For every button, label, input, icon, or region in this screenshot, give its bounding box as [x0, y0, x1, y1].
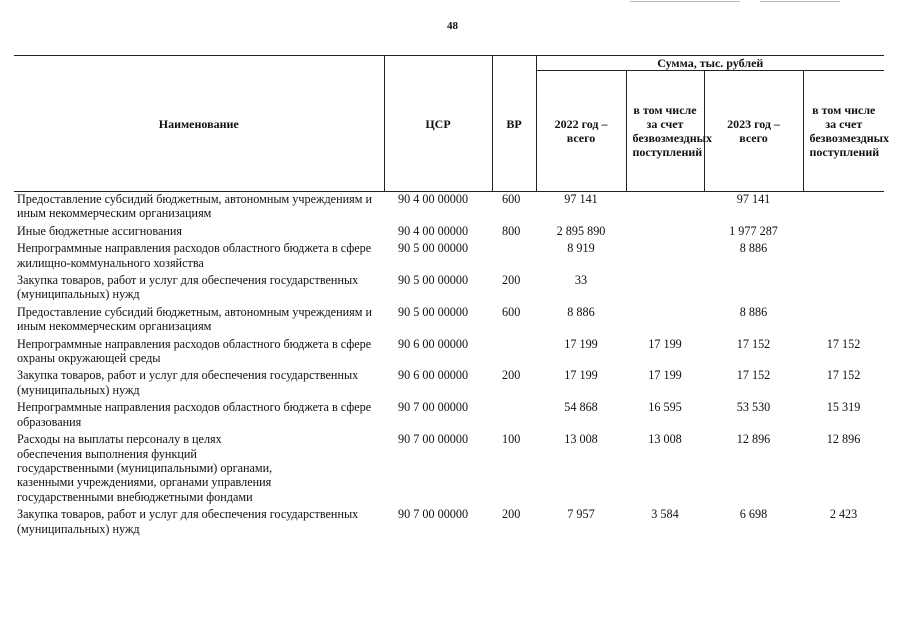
page-number: 48: [447, 20, 458, 32]
table-header: [14, 56, 889, 192]
row-2022-free: 3 584: [651, 507, 679, 522]
row-vr: [492, 400, 536, 432]
row-2022-total: 17 199: [564, 368, 598, 383]
row-2023-free: [803, 224, 884, 241]
row-2023-free: 2 423: [829, 507, 858, 522]
row-2022-total: 2 895 890: [556, 223, 606, 238]
row-2022-total: 54 868: [564, 400, 598, 415]
row-name: Предоставление субсидий бюджетным, автономным учреждениям и иным некоммерческим организациям: [17, 304, 373, 334]
row-2022-free: 17 199: [648, 368, 682, 383]
table-row: [14, 432, 884, 507]
table-row: [14, 273, 884, 305]
budget-table: [14, 55, 889, 539]
row-2022-free: 16 595: [648, 400, 682, 415]
row-2023-total: 53 530: [736, 400, 771, 415]
row-name: Непрограммные направления расходов областного бюджета в сфере жилищно-коммунального хозяйства: [17, 241, 372, 270]
header-2023-free: в том числе за счет безвозмездных поступлений: [803, 71, 884, 192]
row-2023-free: [803, 192, 884, 224]
table-row: [14, 507, 884, 539]
row-2022-free: [626, 192, 704, 224]
row-vr: [492, 337, 536, 369]
table-row: [14, 224, 884, 241]
row-2023-total: 17 152: [736, 368, 771, 383]
row-2022-free: [626, 224, 704, 241]
row-2023-free: 17 152: [826, 368, 861, 383]
header-sum-group: Сумма, тыс. рублей: [536, 56, 884, 71]
row-csr: 90 7 00 00000: [398, 400, 469, 415]
row-vr: 800: [502, 223, 521, 238]
header-2022-total: 2022 год – всего: [536, 71, 626, 192]
table-body: [14, 192, 884, 539]
row-vr: 200: [502, 507, 521, 522]
row-2023-total: 6 698: [739, 507, 768, 522]
row-name: Непрограммные направления расходов областного бюджета в сфере охраны окружающей среды: [17, 336, 372, 366]
row-2023-free: 12 896: [826, 432, 861, 447]
row-vr: 600: [502, 192, 521, 206]
row-csr: 90 5 00 00000: [398, 273, 469, 288]
table-row: [14, 337, 884, 369]
row-2023-total: 8 886: [739, 241, 768, 256]
row-2022-total: 13 008: [564, 432, 598, 447]
row-name: Непрограммные направления расходов областного бюджета в сфере образования: [17, 400, 372, 429]
scan-artifact: [630, 1, 740, 2]
row-vr: 600: [502, 304, 521, 319]
row-vr: 200: [502, 368, 521, 383]
row-csr: 90 5 00 00000: [398, 304, 469, 319]
row-2022-total: 8 886: [567, 304, 595, 319]
header-2022-free: в том числе за счет безвозмездных поступлений: [626, 71, 704, 192]
row-2022-free: [626, 305, 704, 337]
row-2023-free: [803, 305, 884, 337]
row-2022-total: 33: [574, 273, 588, 288]
row-name: Закупка товаров, работ и услуг для обеспечения государственных (муниципальных) нужд: [17, 273, 359, 302]
table-row: [14, 400, 884, 432]
header-vr: ВР: [492, 56, 536, 192]
row-2023-free: 15 319: [826, 400, 861, 415]
row-vr: 100: [502, 432, 521, 447]
row-vr: 200: [502, 273, 521, 288]
row-2022-total: 17 199: [564, 336, 598, 351]
table-row: [14, 368, 884, 400]
scan-artifact: [760, 1, 840, 2]
row-2023-total: 12 896: [736, 432, 771, 447]
header-name: Наименование: [14, 56, 384, 192]
row-vr: [492, 241, 536, 273]
row-2023-total: 97 141: [736, 192, 771, 206]
row-2022-free: 17 199: [648, 336, 682, 351]
row-2023-total: [704, 273, 803, 305]
budget-table-container: [14, 55, 889, 539]
row-2022-total: 97 141: [564, 192, 598, 206]
row-name: Иные бюджетные ассигнования: [17, 223, 183, 238]
row-csr: 90 5 00 00000: [398, 241, 469, 256]
row-2023-total: 1 977 287: [729, 223, 778, 238]
row-csr: 90 6 00 00000: [398, 336, 469, 351]
table-row: [14, 305, 884, 337]
table-row: [14, 241, 884, 273]
table-row: [14, 192, 884, 224]
row-2022-free: [626, 241, 704, 273]
row-2022-total: 7 957: [567, 507, 595, 522]
row-2023-total: 8 886: [739, 304, 768, 319]
row-2022-free: 13 008: [648, 432, 682, 447]
row-2023-free: 17 152: [826, 336, 861, 351]
row-2022-total: 8 919: [567, 241, 595, 256]
row-csr: 90 7 00 00000: [398, 432, 469, 447]
header-csr: ЦСР: [384, 56, 492, 192]
row-name: Закупка товаров, работ и услуг для обеспечения государственных (муниципальных) нужд: [17, 368, 359, 397]
row-csr: 90 6 00 00000: [398, 368, 469, 383]
row-csr: 90 4 00 00000: [398, 223, 469, 238]
header-2023-total: 2023 год – всего: [704, 71, 803, 192]
row-2023-total: 17 152: [736, 336, 771, 351]
row-csr: 90 4 00 00000: [398, 192, 469, 206]
row-name: Предоставление субсидий бюджетным, автономным учреждениям и иным некоммерческим организациям: [17, 192, 373, 221]
row-2022-free: [626, 273, 704, 305]
row-2023-free: [803, 241, 884, 273]
row-csr: 90 7 00 00000: [398, 507, 469, 522]
row-name: Закупка товаров, работ и услуг для обеспечения государственных (муниципальных) нужд: [17, 507, 359, 536]
row-name: Расходы на выплаты персоналу в целях обеспечения выполнения функций государственными (муниципальными) органами, казенными учреждениями, органами управления государственными внебюджетными фондами: [17, 432, 273, 504]
row-2023-free: [803, 273, 884, 305]
